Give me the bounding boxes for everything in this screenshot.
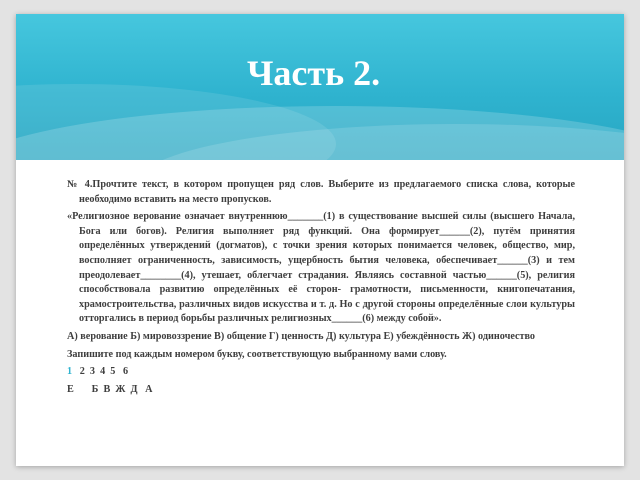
passage-text: «Религиозное верование означает внутреннюю_______(1) в существование высшей силы (высшего Начала, Бога или богов). Религия выполняет ряд функций. Она формирует______(2), путём принятия определённых утверждений (догматов), с точки зрения которых понимается человек, общество, мир, восполняет ограниченность, зависимость, ущербность бытия человека, обеспечивает______(3) и тем преодолевает________(4), утешает, облегчает страдания. Являясь составной частью______(5), религия способствовала развитию определённых её сторон- грамотности, письменности, книгопечатания, храмостроительства, различных видов искусства и т. д. Но с другой стороны определённые слои культуры отторгались в период борьбы различных религиозных______(6) между собой». — [67, 211, 575, 325]
instruction-text: Запишите под каждым номером букву, соответствующую выбранному вами слову. — [67, 348, 447, 360]
slide-content — [67, 178, 575, 400]
answer-numbers-row — [67, 365, 575, 380]
word-options: А) верование Б) мировоззрение В) общение Г) ценность Д) культура Е) убеждённость Ж) одиночество — [67, 330, 536, 342]
slide-header — [16, 14, 624, 160]
task-header: № 4.Прочтите текст, в котором пропущен ряд слов. Выберите из предлагаемого списка слова, которые необходимо вставить на место пропусков. — [67, 179, 575, 205]
slide-title: Часть 2. — [247, 53, 381, 93]
answer-letters-row: Е Б В Ж Д А — [67, 383, 153, 395]
number-first: 1 — [67, 366, 73, 378]
numbers-rest: 2 3 4 5 6 — [79, 366, 129, 378]
slide — [16, 14, 624, 466]
